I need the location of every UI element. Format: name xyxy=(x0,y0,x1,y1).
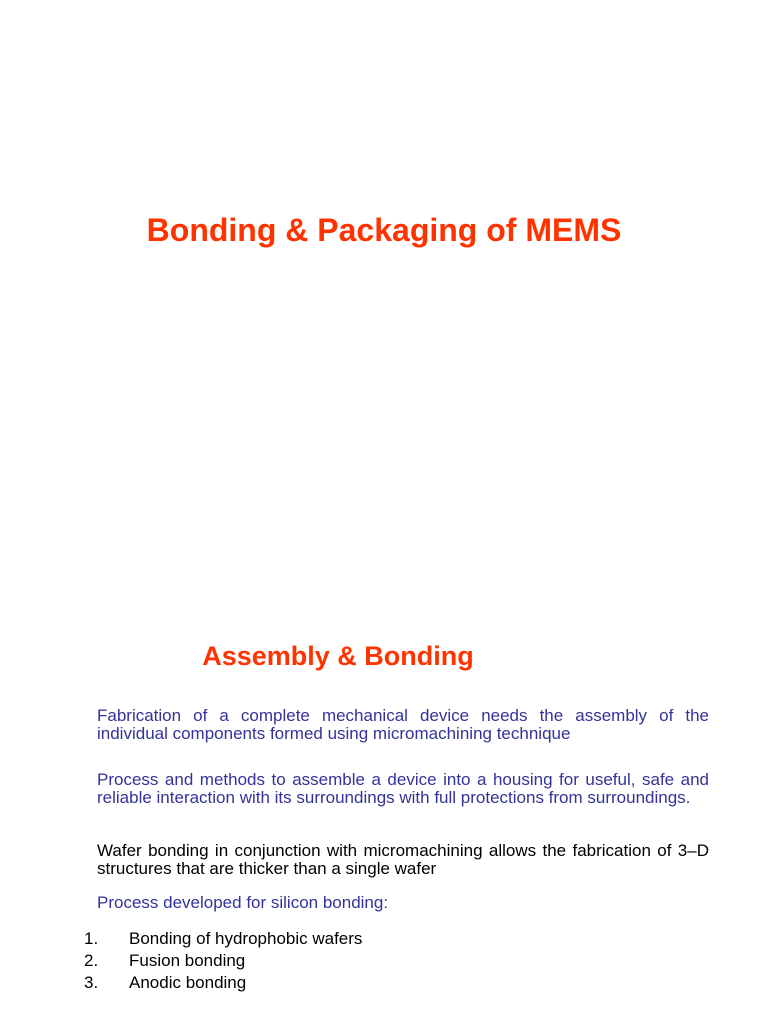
list-item-number: 1. xyxy=(84,929,99,948)
list-item xyxy=(84,950,684,972)
list-item-text: Anodic bonding xyxy=(129,973,247,992)
list-item-text: Bonding of hydrophobic wafers xyxy=(129,929,363,948)
paragraph-wafer-bonding: Wafer bonding in conjunction with micromachining allows the fabrication of 3–D structures that are thicker than a single wafer xyxy=(97,841,709,878)
bonding-process-list xyxy=(84,928,684,994)
list-item-text: Fusion bonding xyxy=(129,951,246,970)
list-item-number: 3. xyxy=(84,973,99,992)
slide-title: Bonding & Packaging of MEMS xyxy=(146,212,622,248)
paragraph-process-methods: Process and methods to assemble a device into a housing for useful, safe and reliable interaction with its surroundings with full protections from surroundings. xyxy=(97,770,709,807)
paragraph-fabrication: Fabrication of a complete mechanical device needs the assembly of the individual components formed using micromachining technique xyxy=(97,706,709,743)
list-item xyxy=(84,928,684,950)
list-item xyxy=(84,972,684,994)
content-slide xyxy=(0,512,768,1024)
list-item-number: 2. xyxy=(84,951,99,970)
paragraph-silicon-bonding-intro: Process developed for silicon bonding: xyxy=(97,893,389,912)
section-heading: Assembly & Bonding xyxy=(202,641,474,671)
